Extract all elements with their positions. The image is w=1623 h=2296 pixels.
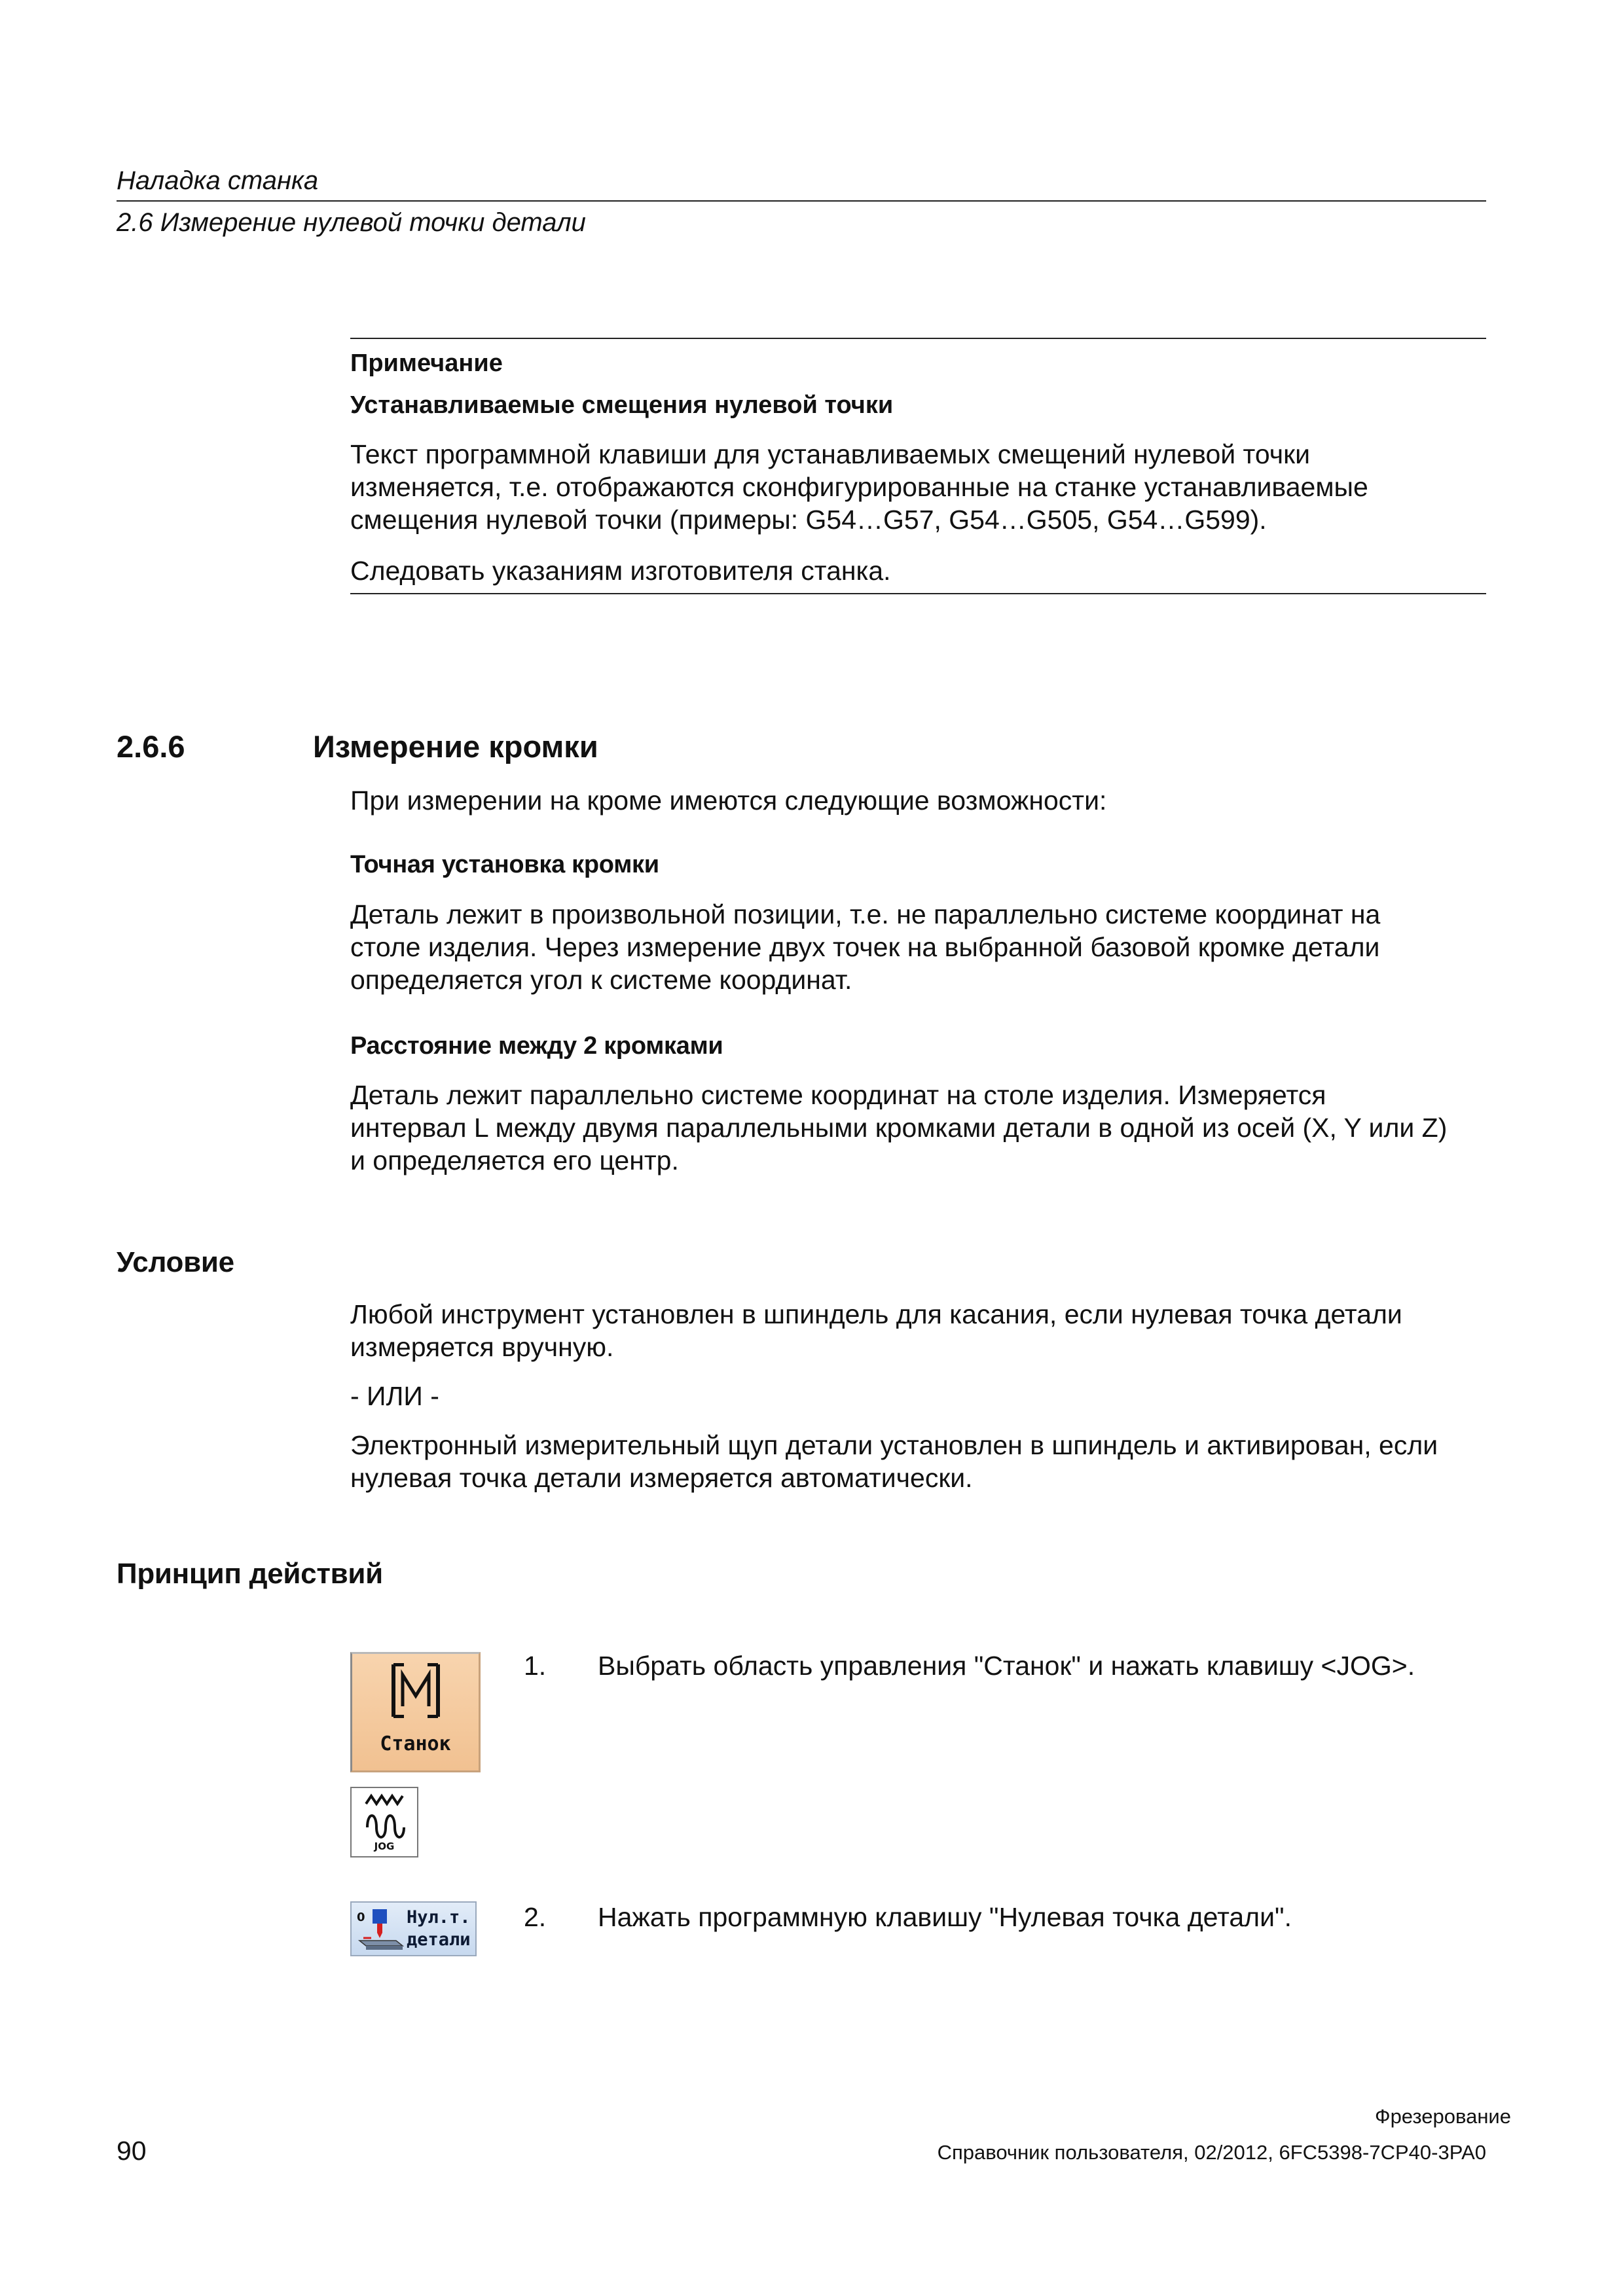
- note-text-line: изменяется, т.е. отображаются сконфигурированные на станке устанавливаемые: [350, 472, 1368, 502]
- note-text-line: Текст программной клавиши для устанавливаемых смещений нулевой точки: [350, 439, 1310, 469]
- text-line: Электронный измерительный щуп детали установлен в шпиндель и активирован, если: [350, 1430, 1438, 1460]
- text-line: измеряется вручную.: [350, 1332, 614, 1362]
- jog-wave-icon: [361, 1792, 410, 1842]
- text-line: Деталь лежит в произвольной позиции, т.е. не параллельно системе координат на: [350, 899, 1381, 929]
- note-label: Примечание: [350, 350, 503, 377]
- machine-m-icon: [390, 1663, 442, 1718]
- step-number-2: 2.: [524, 1902, 547, 1932]
- condition-heading: Условие: [117, 1246, 234, 1278]
- section-intro: При измерении на кроме имеются следующие возможности:: [350, 785, 1107, 816]
- workpiece-zero-softkey-icon: [350, 1901, 477, 1956]
- section-title: Измерение кромки: [313, 729, 598, 764]
- running-header-section: 2.6 Измерение нулевой точки детали: [117, 208, 586, 237]
- step-text-2: Нажать программную клавишу "Нулевая точка детали".: [598, 1902, 1292, 1932]
- distance-text: [350, 1079, 1489, 1177]
- note-text: [350, 438, 1486, 536]
- workpiece-zero-label-line1: Нул.т.: [407, 1907, 471, 1928]
- text-line: Деталь лежит параллельно системе координат на столе изделия. Измеряется: [350, 1080, 1326, 1110]
- note-text-line: смещения нулевой точки (примеры: G54…G57, G54…G505, G54…G599).: [350, 505, 1267, 535]
- jog-key-label: JOG: [374, 1840, 395, 1852]
- text-line: интервал L между двумя параллельными кромками детали в одной из осей (X, Y или Z): [350, 1113, 1448, 1143]
- note-bottom-rule: [350, 593, 1486, 594]
- machine-area-key-icon: [350, 1652, 481, 1772]
- text-line: определяется угол к системе координат.: [350, 965, 852, 995]
- subheading-distance: Расстояние между 2 кромками: [350, 1032, 723, 1060]
- header-rule: [117, 200, 1486, 202]
- edge-setting-text: [350, 898, 1486, 996]
- workpiece-zero-label: [407, 1907, 479, 1951]
- text-line: Любой инструмент установлен в шпиндель для касания, если нулевая точка детали: [350, 1299, 1402, 1329]
- step-number-1: 1.: [524, 1651, 547, 1681]
- page-number: 90: [117, 2136, 147, 2166]
- footer-product: Фрезерование: [1375, 2105, 1511, 2128]
- section-number: 2.6.6: [117, 729, 185, 764]
- condition-para2: [350, 1429, 1486, 1494]
- condition-para1: [350, 1298, 1486, 1363]
- note-follow: Следовать указаниям изготовителя станка.: [350, 556, 891, 586]
- running-header-chapter: Наладка станка: [117, 166, 319, 195]
- machine-key-label: Станок: [380, 1732, 451, 1755]
- svg-text:0: 0: [357, 1910, 365, 1924]
- principle-heading: Принцип действий: [117, 1558, 383, 1590]
- workpiece-zero-label-line2: детали: [407, 1929, 471, 1950]
- condition-or: - ИЛИ -: [350, 1381, 439, 1411]
- workpiece-probe-icon: [356, 1907, 405, 1952]
- text-line: и определяется его центр.: [350, 1145, 679, 1175]
- note-top-rule: [350, 338, 1486, 339]
- jog-key-icon: [350, 1787, 418, 1857]
- footer-doc-reference: Справочник пользователя, 02/2012, 6FC5398-7CP40-3PA0: [937, 2141, 1486, 2164]
- step-text-1: Выбрать область управления "Станок" и нажать клавишу <JOG>.: [598, 1651, 1415, 1681]
- text-line: нулевая точка детали измеряется автоматически.: [350, 1463, 973, 1493]
- text-line: столе изделия. Через измерение двух точек на выбранной базовой кромке детали: [350, 932, 1380, 962]
- subheading-edge-setting: Точная установка кромки: [350, 851, 659, 878]
- note-title: Устанавливаемые смещения нулевой точки: [350, 391, 894, 419]
